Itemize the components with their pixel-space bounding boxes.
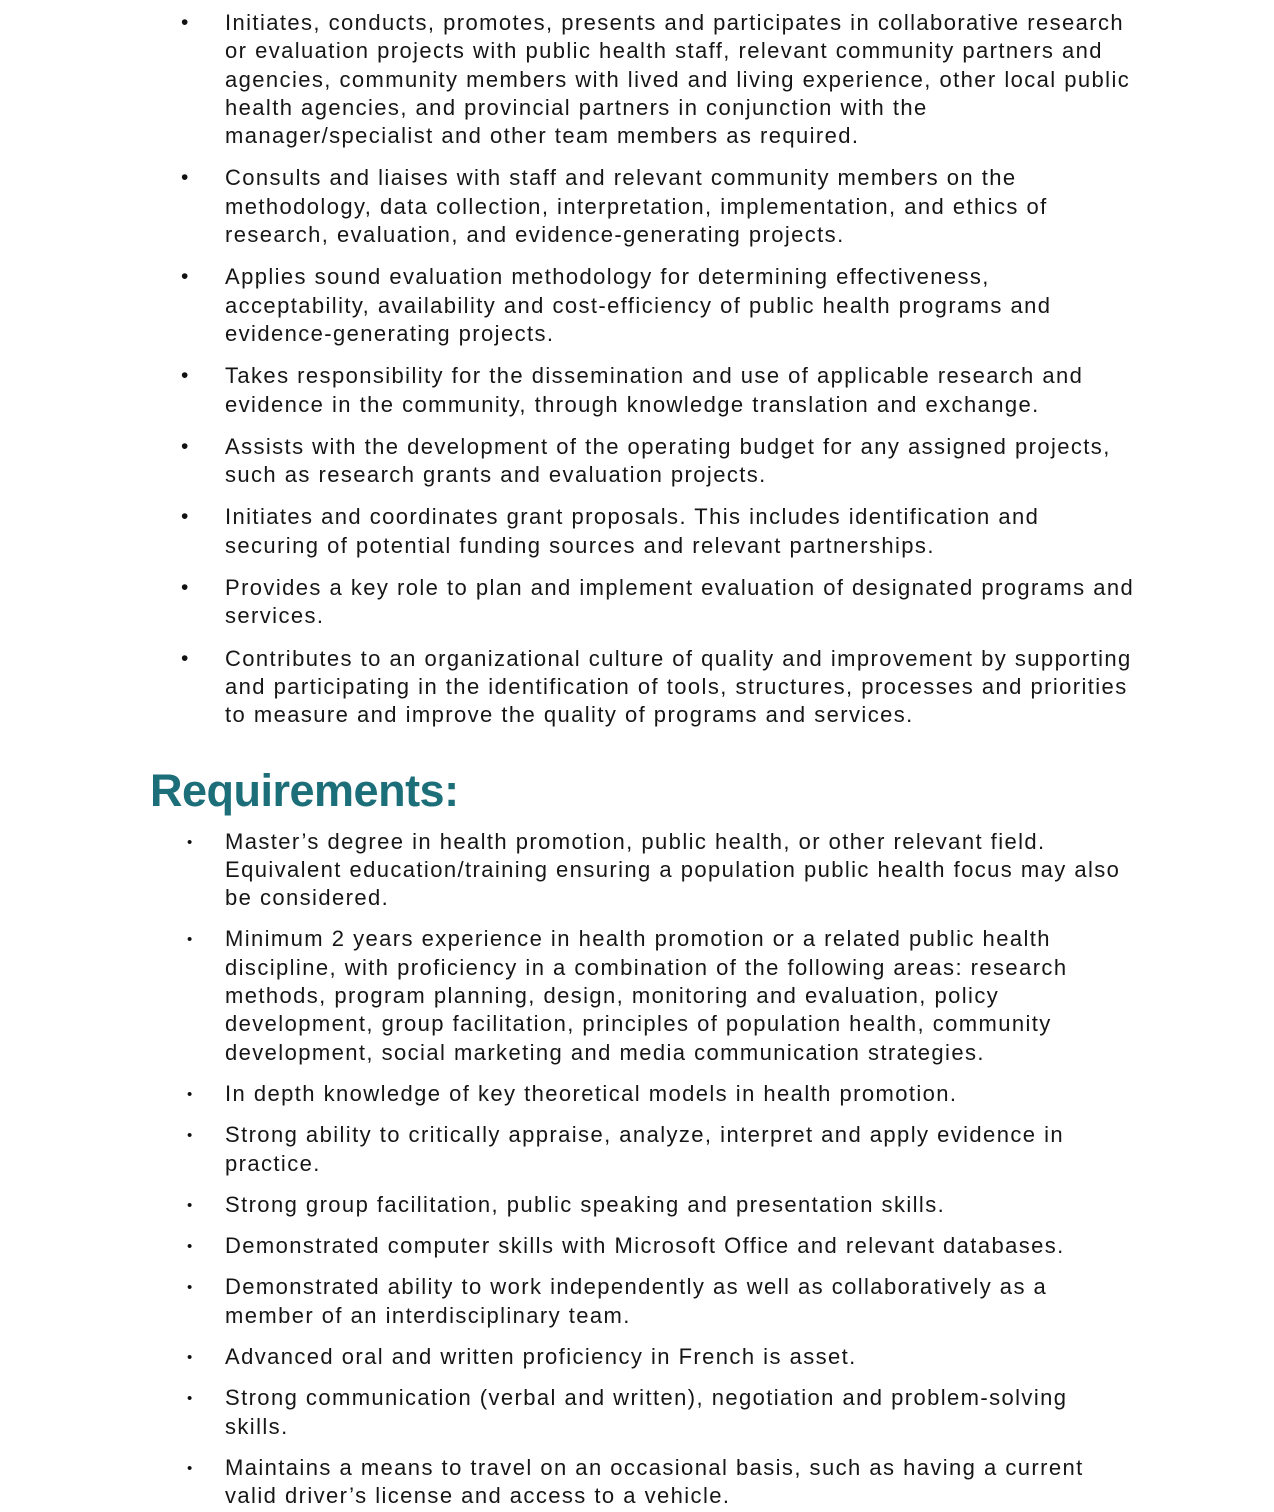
bullet-item: • Initiates, conducts, promotes, presents and participates in collaborative research or evaluation projects with public health staff, relevant community partners and agencies, community members with lived and living experience, other local public health agencies, and provincial partners in conjunction with the manager/specialist and other team members as required.	[225, 9, 1138, 150]
bullet-item: • In depth knowledge of key theoretical models in health promotion.	[225, 1080, 1138, 1108]
bullet-item: • Advanced oral and written proficiency in French is asset.	[225, 1343, 1138, 1371]
bullet-item: • Strong communication (verbal and written), negotiation and problem-solving skills.	[225, 1384, 1138, 1441]
requirements-list	[225, 828, 1138, 1511]
requirements-heading: Requirements:	[150, 764, 459, 816]
bullet-item: • Demonstrated computer skills with Microsoft Office and relevant databases.	[225, 1232, 1138, 1260]
bullet-item: • Assists with the development of the operating budget for any assigned projects, such as research grants and evaluation projects.	[225, 433, 1138, 490]
bullet-item: • Takes responsibility for the dissemination and use of applicable research and evidence in the community, through knowledge translation and exchange.	[225, 362, 1138, 419]
bullet-item: • Master’s degree in health promotion, public health, or other relevant field. Equivalent education/training ensuring a population public health focus may also be considered.	[225, 828, 1138, 913]
bullet-item: • Maintains a means to travel on an occasional basis, such as having a current valid driver’s license and access to a vehicle.	[225, 1454, 1138, 1511]
bullet-item: • Consults and liaises with staff and relevant community members on the methodology, data collection, interpretation, implementation, and ethics of research, evaluation, and evidence-generating projects.	[225, 164, 1138, 249]
bullet-item: • Applies sound evaluation methodology for determining effectiveness, acceptability, availability and cost-efficiency of public health programs and evidence-generating projects.	[225, 263, 1138, 348]
bullet-item: • Minimum 2 years experience in health promotion or a related public health discipline, with proficiency in a combination of the following areas: research methods, program planning, design, monitoring and evaluation, policy development, group facilitation, principles of population health, community development, social marketing and media communication strategies.	[225, 925, 1138, 1066]
bullet-item: • Initiates and coordinates grant proposals. This includes identification and securing of potential funding sources and relevant partnerships.	[225, 503, 1138, 560]
bullet-item: • Strong group facilitation, public speaking and presentation skills.	[225, 1191, 1138, 1219]
responsibilities-list	[225, 9, 1138, 730]
bullet-item: • Strong ability to critically appraise, analyze, interpret and apply evidence in practice.	[225, 1121, 1138, 1178]
bullet-item: • Demonstrated ability to work independently as well as collaboratively as a member of an interdisciplinary team.	[225, 1273, 1138, 1330]
bullet-item: • Provides a key role to plan and implement evaluation of designated programs and services.	[225, 574, 1138, 631]
bullet-item: • Contributes to an organizational culture of quality and improvement by supporting and participating in the identification of tools, structures, processes and priorities to measure and improve the quality of programs and services.	[225, 645, 1138, 730]
